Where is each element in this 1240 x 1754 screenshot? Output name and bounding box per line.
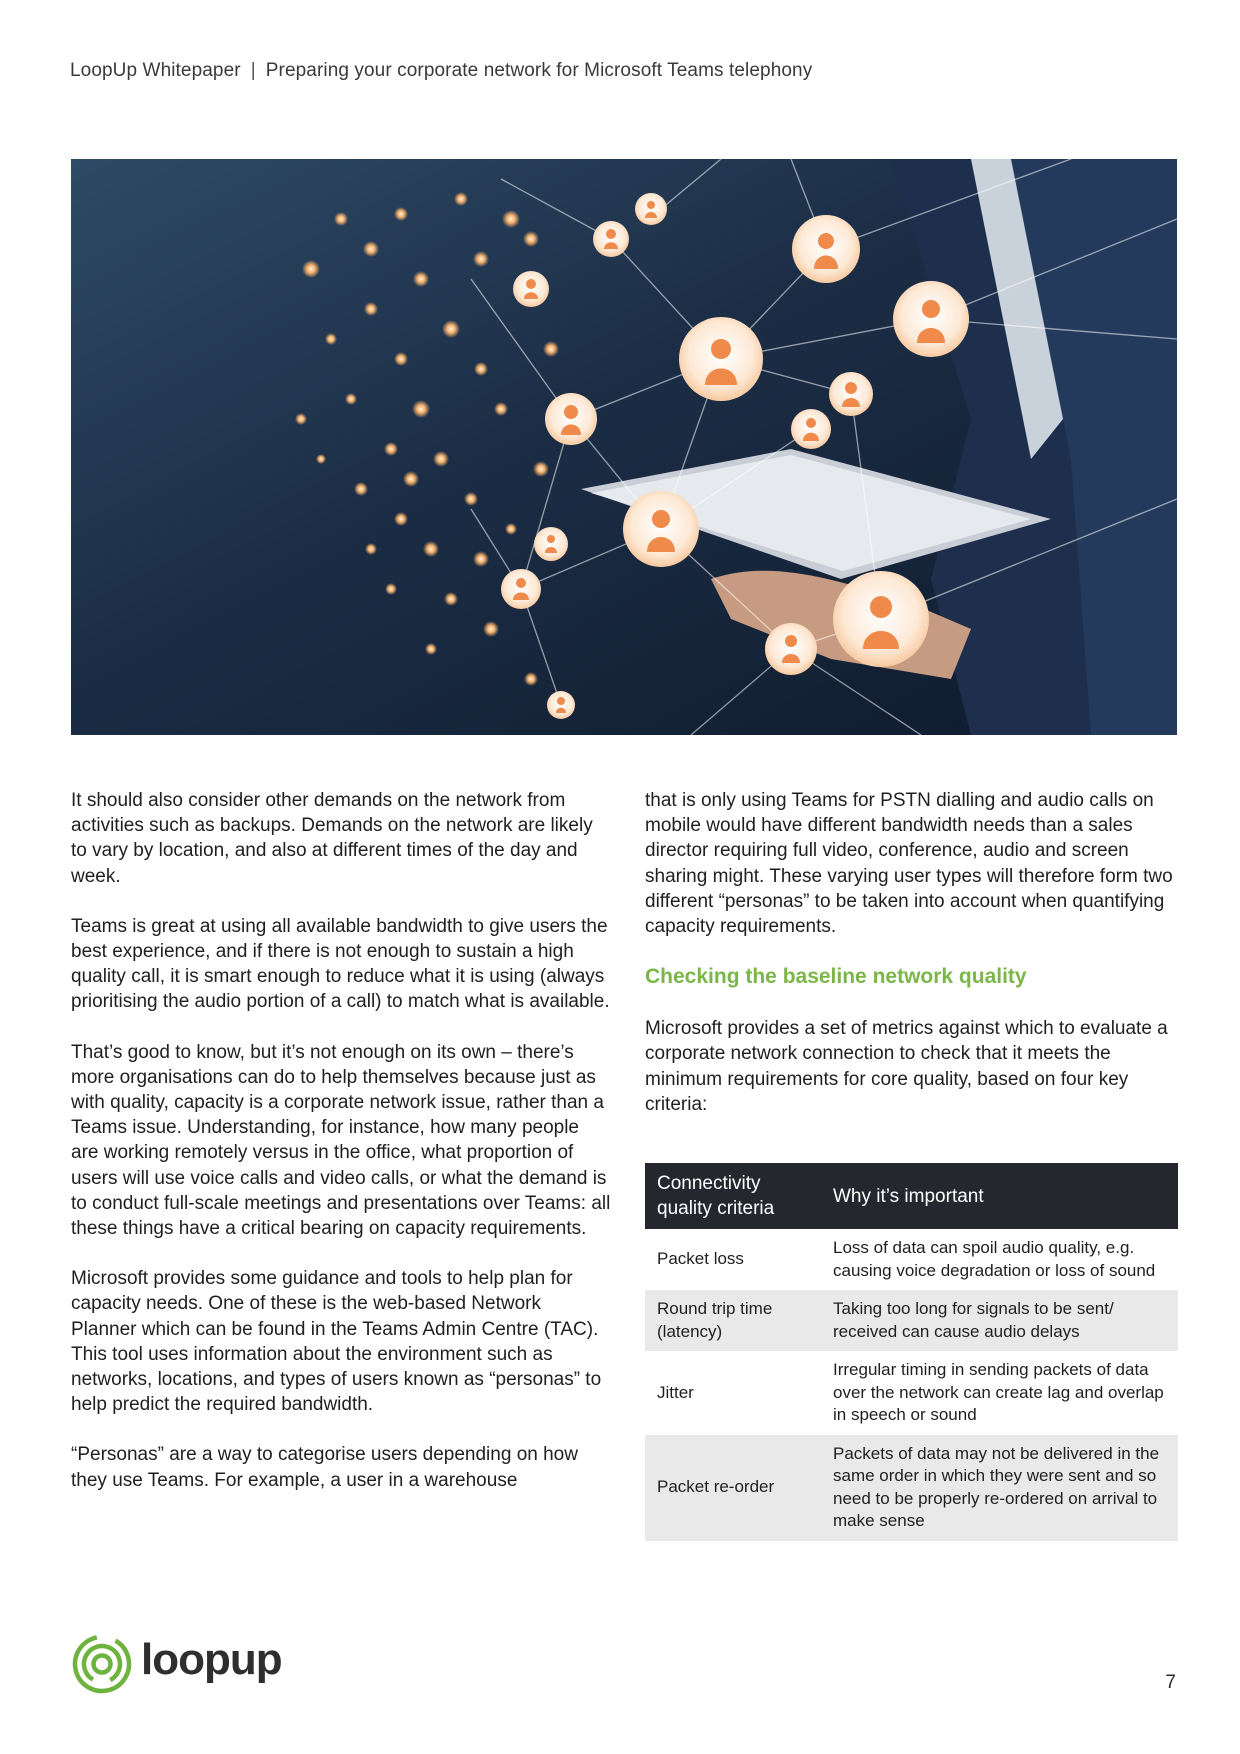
logo-wordmark (141, 1635, 282, 1685)
hero-image (71, 159, 1177, 735)
header-brand: LoopUp Whitepaper (70, 60, 241, 81)
paragraph: “Personas” are a way to categorise users depending on how they use Teams. For example, a user in a warehouse (71, 1444, 578, 1491)
table-row (645, 1229, 1178, 1290)
criteria-cell: Packet loss (657, 1249, 744, 1269)
table-row (645, 1435, 1178, 1541)
table-header-row (645, 1163, 1178, 1229)
paragraph: Microsoft provides a set of metrics against which to evaluate a corporate network connection to check that it meets the minimum requirements for core quality, based on four key criteria: (645, 1018, 1168, 1115)
section-heading: Checking the baseline network quality (645, 965, 1027, 989)
criteria-cell: Packet re-order (645, 1435, 821, 1541)
page-number: 7 (1165, 1672, 1176, 1693)
criteria-cell: Jitter (657, 1382, 694, 1402)
loopup-logo (71, 1633, 282, 1695)
loopup-ring-icon (71, 1633, 133, 1695)
header-title: Preparing your corporate network for Microsoft Teams telephony (265, 60, 813, 81)
page-header (70, 60, 812, 82)
right-column (645, 788, 1180, 1142)
table-row (645, 1290, 1178, 1351)
criteria-cell: Round trip time (latency) (645, 1290, 821, 1351)
header-separator: | (250, 60, 256, 81)
table-row (645, 1351, 1178, 1435)
paragraph: That’s good to know, but it’s not enough on its own – there’s more organisations can do to help themselves because just as with quality, capacity is a corporate network issue, rather than a Teams issue. Understanding, for instance, how many people are working remotely versus in the office, what proportion of users will use voice calls and video calls, or what the demand is to conduct full-scale meetings and presentations over Teams: all these things have a critical bearing on capacity requirements. (71, 1041, 611, 1240)
paragraph: Teams is great at using all available bandwidth to give users the best experience, and if there is not enough to sustain a high quality call, it is smart enough to reduce what it is using (always prioritising the audio portion of a call) to match what is available. (71, 915, 610, 1013)
paragraph: that is only using Teams for PSTN dialling and audio calls on mobile would have different bandwidth needs than a sales director requiring full video, conference, audio and screen sharing might. These varying user types will therefore form two different “personas” to be taken into account when quantifying capacity requirements. (645, 790, 1173, 938)
left-column (71, 788, 611, 1518)
why-cell: Taking too long for signals to be sent/ received can cause audio delays (821, 1290, 1178, 1351)
why-cell: Loss of data can spoil audio quality, e.g. causing voice degradation or loss of sound (833, 1238, 1156, 1280)
table-header-why: Why it’s important (821, 1163, 1178, 1229)
why-cell: Packets of data may not be delivered in the same order in which they were sent and so need to be properly re-ordered on arrival to make sense (821, 1435, 1178, 1541)
paragraph: Microsoft provides some guidance and tools to help plan for capacity needs. One of these is the web-based Network Planner which can be found in the Teams Admin Centre (TAC). This tool uses information about the environment such as networks, locations, and types of users known as “personas” to help predict the required bandwidth. (71, 1268, 602, 1416)
paragraph: It should also consider other demands on the network from activities such as backups. Demands on the network are likely to vary by location, and also at different times of the day and week. (71, 790, 593, 887)
why-cell: Irregular timing in sending packets of data over the network can create lag and overlap in speech or sound (833, 1360, 1164, 1424)
logo-text-loop: loop (141, 1635, 230, 1684)
table-header-criteria: Connectivity quality criteria (645, 1163, 821, 1229)
network-illustration (71, 159, 1177, 735)
criteria-table (645, 1163, 1178, 1541)
logo-text-up: up (229, 1635, 282, 1684)
